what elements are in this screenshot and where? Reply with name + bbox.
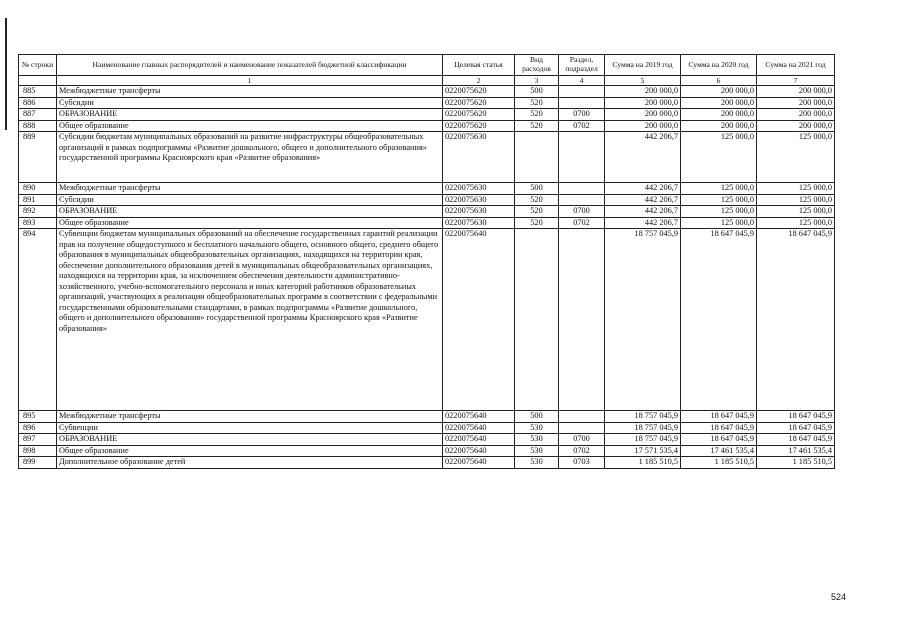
row-sum-2020: 18 647 045,9 bbox=[681, 434, 757, 446]
row-article: 0220075620 bbox=[443, 109, 515, 121]
column-index-row bbox=[19, 76, 835, 86]
row-num: 890 bbox=[19, 183, 57, 195]
row-vid: 520 bbox=[515, 120, 559, 132]
row-sum-2020: 125 000,0 bbox=[681, 183, 757, 195]
table-row bbox=[19, 457, 835, 469]
row-name: Субсидии бюджетам муниципальных образований на развитие инфраструктуры общеобразовательных организаций в рамках подпрограммы «Развитие дошкольного, общего и дополнительного образования» государственной программы Красноярского края «Развитие образования» bbox=[57, 132, 443, 183]
row-name: Субвенции bbox=[57, 422, 443, 434]
row-name: Общее образование bbox=[57, 120, 443, 132]
index-cell: 3 bbox=[515, 76, 559, 86]
row-article: 0220075640 bbox=[443, 229, 515, 411]
row-sum-2020: 200 000,0 bbox=[681, 86, 757, 98]
row-razdel bbox=[559, 194, 605, 206]
row-article: 0220075630 bbox=[443, 217, 515, 229]
row-vid: 520 bbox=[515, 206, 559, 218]
row-sum-2021: 18 647 045,9 bbox=[757, 411, 835, 423]
table-row bbox=[19, 120, 835, 132]
row-sum-2019: 200 000,0 bbox=[605, 86, 681, 98]
row-sum-2019: 200 000,0 bbox=[605, 109, 681, 121]
row-razdel: 0702 bbox=[559, 120, 605, 132]
table-row bbox=[19, 217, 835, 229]
row-razdel bbox=[559, 183, 605, 195]
row-sum-2021: 200 000,0 bbox=[757, 97, 835, 109]
row-name: Общее образование bbox=[57, 445, 443, 457]
row-vid: 500 bbox=[515, 86, 559, 98]
row-name: ОБРАЗОВАНИЕ bbox=[57, 434, 443, 446]
row-vid: 520 bbox=[515, 97, 559, 109]
row-sum-2021: 125 000,0 bbox=[757, 183, 835, 195]
row-name: Межбюджетные трансферты bbox=[57, 183, 443, 195]
row-num: 893 bbox=[19, 217, 57, 229]
row-article: 0220075630 bbox=[443, 194, 515, 206]
row-sum-2020: 125 000,0 bbox=[681, 206, 757, 218]
row-sum-2021: 1 185 510,5 bbox=[757, 457, 835, 469]
row-razdel: 0702 bbox=[559, 445, 605, 457]
row-razdel: 0700 bbox=[559, 434, 605, 446]
row-sum-2021: 125 000,0 bbox=[757, 132, 835, 183]
row-article: 0220075640 bbox=[443, 457, 515, 469]
row-num: 888 bbox=[19, 120, 57, 132]
index-cell: 7 bbox=[757, 76, 835, 86]
row-sum-2021: 200 000,0 bbox=[757, 109, 835, 121]
row-sum-2020: 18 647 045,9 bbox=[681, 229, 757, 411]
row-vid: 520 bbox=[515, 194, 559, 206]
row-name: ОБРАЗОВАНИЕ bbox=[57, 109, 443, 121]
row-article: 0220075640 bbox=[443, 445, 515, 457]
row-vid: 530 bbox=[515, 434, 559, 446]
row-sum-2020: 18 647 045,9 bbox=[681, 411, 757, 423]
row-article: 0220075630 bbox=[443, 206, 515, 218]
index-cell: 4 bbox=[559, 76, 605, 86]
row-article: 0220075640 bbox=[443, 411, 515, 423]
row-razdel: 0702 bbox=[559, 217, 605, 229]
row-sum-2021: 200 000,0 bbox=[757, 86, 835, 98]
index-cell-empty bbox=[19, 76, 57, 86]
row-vid: 500 bbox=[515, 183, 559, 195]
row-num: 892 bbox=[19, 206, 57, 218]
row-num: 899 bbox=[19, 457, 57, 469]
header-sum-2021: Сумма на 2021 год bbox=[757, 55, 835, 76]
row-article: 0220075620 bbox=[443, 86, 515, 98]
index-cell: 6 bbox=[681, 76, 757, 86]
row-name: Общее образование bbox=[57, 217, 443, 229]
row-num: 889 bbox=[19, 132, 57, 183]
row-sum-2021: 125 000,0 bbox=[757, 194, 835, 206]
row-sum-2019: 442 206,7 bbox=[605, 194, 681, 206]
table-row bbox=[19, 183, 835, 195]
header-sum-2019: Сумма на 2019 год bbox=[605, 55, 681, 76]
table-row bbox=[19, 411, 835, 423]
row-sum-2019: 442 206,7 bbox=[605, 217, 681, 229]
header-row bbox=[19, 55, 835, 76]
index-cell: 5 bbox=[605, 76, 681, 86]
row-num: 897 bbox=[19, 434, 57, 446]
row-num: 885 bbox=[19, 86, 57, 98]
row-razdel bbox=[559, 229, 605, 411]
row-sum-2019: 200 000,0 bbox=[605, 120, 681, 132]
row-sum-2020: 125 000,0 bbox=[681, 194, 757, 206]
row-sum-2019: 18 757 045,9 bbox=[605, 411, 681, 423]
row-sum-2019: 18 757 045,9 bbox=[605, 422, 681, 434]
row-sum-2020: 18 647 045,9 bbox=[681, 422, 757, 434]
header-num: № строки bbox=[19, 55, 57, 76]
row-article: 0220075620 bbox=[443, 120, 515, 132]
margin-line bbox=[5, 18, 7, 130]
row-name: Субсидии bbox=[57, 194, 443, 206]
table-row bbox=[19, 229, 835, 411]
row-razdel bbox=[559, 97, 605, 109]
row-sum-2021: 18 647 045,9 bbox=[757, 229, 835, 411]
header-article: Целевая статья bbox=[443, 55, 515, 76]
row-sum-2019: 18 757 045,9 bbox=[605, 434, 681, 446]
row-sum-2020: 200 000,0 bbox=[681, 109, 757, 121]
row-name: Межбюджетные трансферты bbox=[57, 86, 443, 98]
row-sum-2019: 200 000,0 bbox=[605, 97, 681, 109]
row-name: Субвенции бюджетам муниципальных образований на обеспечение государственных гарантий реализации прав на получение общедоступного и бесплатного начального общего, основного общего, среднего общего образования в муниципальных общеобразовательных организациях, находящихся на территории края, обеспечение дополнительного образования детей в муниципальных общеобразовательных организациях, находящихся на территории края, за исключением обеспечения деятельности административно-хозяйственного, учебно-вспомогательного персонала и иных категорий работников образовательных организаций, участвующих в реализации общеобразовательных программ в соответствии с федеральными государственными образовательными стандартами, в рамках подпрограммы «Развитие дошкольного, общего и дополнительного образования» государственной программы Красноярского края «Развитие образования» bbox=[57, 229, 443, 411]
table-row bbox=[19, 206, 835, 218]
row-sum-2020: 17 461 535,4 bbox=[681, 445, 757, 457]
table-row bbox=[19, 422, 835, 434]
row-razdel bbox=[559, 86, 605, 98]
row-vid: 520 bbox=[515, 109, 559, 121]
row-num: 896 bbox=[19, 422, 57, 434]
row-vid: 530 bbox=[515, 422, 559, 434]
row-sum-2021: 18 647 045,9 bbox=[757, 422, 835, 434]
header-sum-2020: Сумма на 2020 год bbox=[681, 55, 757, 76]
header-razdel: Раздел, подраздел bbox=[559, 55, 605, 76]
row-razdel bbox=[559, 132, 605, 183]
row-article: 0220075640 bbox=[443, 434, 515, 446]
row-sum-2019: 442 206,7 bbox=[605, 206, 681, 218]
page-number: 524 bbox=[831, 592, 847, 602]
row-vid: 530 bbox=[515, 445, 559, 457]
row-sum-2019: 442 206,7 bbox=[605, 132, 681, 183]
row-sum-2021: 125 000,0 bbox=[757, 206, 835, 218]
row-sum-2021: 18 647 045,9 bbox=[757, 434, 835, 446]
table-row bbox=[19, 86, 835, 98]
row-razdel: 0703 bbox=[559, 457, 605, 469]
row-sum-2020: 125 000,0 bbox=[681, 132, 757, 183]
row-num: 898 bbox=[19, 445, 57, 457]
row-sum-2019: 442 206,7 bbox=[605, 183, 681, 195]
row-vid bbox=[515, 229, 559, 411]
row-sum-2021: 17 461 535,4 bbox=[757, 445, 835, 457]
row-sum-2019: 1 185 510,5 bbox=[605, 457, 681, 469]
table-row bbox=[19, 194, 835, 206]
row-vid: 530 bbox=[515, 457, 559, 469]
table-row bbox=[19, 445, 835, 457]
row-num: 895 bbox=[19, 411, 57, 423]
table-row bbox=[19, 132, 835, 183]
row-num: 894 bbox=[19, 229, 57, 411]
row-article: 0220075640 bbox=[443, 422, 515, 434]
table-row bbox=[19, 109, 835, 121]
index-cell: 2 bbox=[443, 76, 515, 86]
row-num: 891 bbox=[19, 194, 57, 206]
row-vid: 520 bbox=[515, 217, 559, 229]
row-sum-2019: 17 571 535,4 bbox=[605, 445, 681, 457]
row-vid: 500 bbox=[515, 411, 559, 423]
row-article: 0220075620 bbox=[443, 97, 515, 109]
row-num: 887 bbox=[19, 109, 57, 121]
row-sum-2020: 200 000,0 bbox=[681, 120, 757, 132]
row-name: Дополнительное образование детей bbox=[57, 457, 443, 469]
row-razdel bbox=[559, 422, 605, 434]
row-name: Межбюджетные трансферты bbox=[57, 411, 443, 423]
row-vid bbox=[515, 132, 559, 183]
row-sum-2019: 18 757 045,9 bbox=[605, 229, 681, 411]
row-sum-2021: 200 000,0 bbox=[757, 120, 835, 132]
header-vid: Вид расходов bbox=[515, 55, 559, 76]
row-sum-2020: 1 185 510,5 bbox=[681, 457, 757, 469]
row-sum-2020: 125 000,0 bbox=[681, 217, 757, 229]
table-row bbox=[19, 97, 835, 109]
index-cell: 1 bbox=[57, 76, 443, 86]
row-razdel: 0700 bbox=[559, 206, 605, 218]
header-name: Наименование главных распорядителей и наименование показателей бюджетной классификации bbox=[57, 55, 443, 76]
row-sum-2021: 125 000,0 bbox=[757, 217, 835, 229]
row-razdel bbox=[559, 411, 605, 423]
budget-table bbox=[18, 54, 835, 469]
row-article: 0220075630 bbox=[443, 183, 515, 195]
row-name: ОБРАЗОВАНИЕ bbox=[57, 206, 443, 218]
row-article: 0220075630 bbox=[443, 132, 515, 183]
row-name: Субсидии bbox=[57, 97, 443, 109]
table-row bbox=[19, 434, 835, 446]
row-num: 886 bbox=[19, 97, 57, 109]
row-razdel: 0700 bbox=[559, 109, 605, 121]
row-sum-2020: 200 000,0 bbox=[681, 97, 757, 109]
